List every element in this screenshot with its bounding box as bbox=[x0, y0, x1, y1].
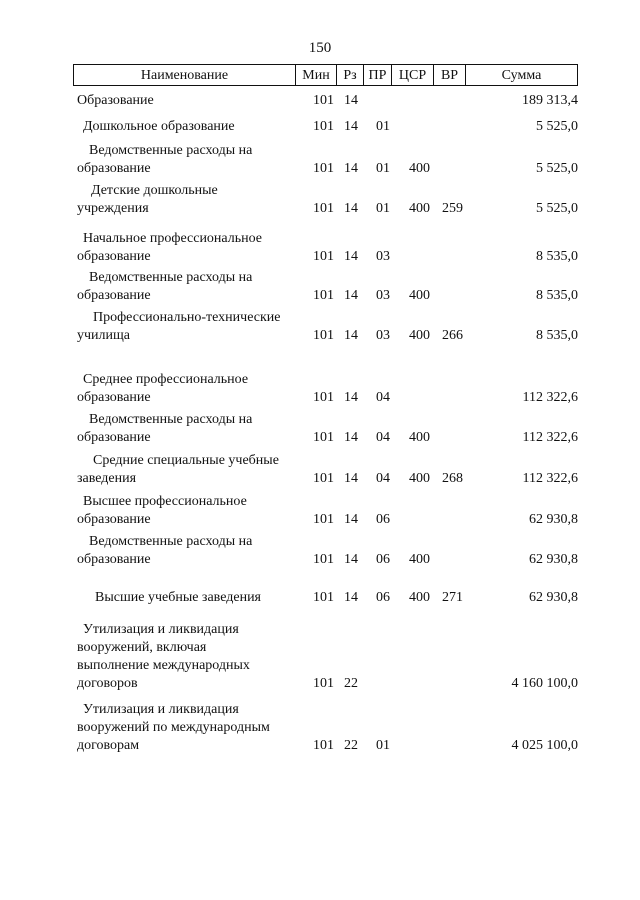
row-rz: 14 bbox=[344, 201, 358, 216]
row-vr: 259 bbox=[442, 201, 463, 216]
row-name-line: образование bbox=[77, 288, 151, 303]
row-sum: 5 525,0 bbox=[536, 161, 578, 176]
table-row bbox=[0, 118, 640, 136]
row-pr: 03 bbox=[376, 328, 390, 343]
row-csr: 400 bbox=[409, 288, 430, 303]
row-sum: 112 322,6 bbox=[522, 430, 578, 445]
table-row bbox=[0, 142, 640, 178]
table-row bbox=[0, 411, 640, 447]
row-csr: 400 bbox=[409, 201, 430, 216]
row-sum: 5 525,0 bbox=[536, 119, 578, 134]
row-rz: 14 bbox=[344, 93, 358, 108]
row-name-line: Детские дошкольные bbox=[91, 183, 218, 198]
row-name-line: Ведомственные расходы на bbox=[89, 143, 253, 158]
row-name bbox=[77, 621, 302, 693]
row-csr: 400 bbox=[409, 552, 430, 567]
column-header-sum: Сумма bbox=[465, 65, 577, 85]
row-vr: 268 bbox=[442, 471, 463, 486]
row-name-line: договоров bbox=[77, 676, 138, 691]
row-min: 101 bbox=[313, 590, 334, 605]
row-rz: 14 bbox=[344, 161, 358, 176]
row-pr: 01 bbox=[376, 119, 390, 134]
row-name bbox=[77, 533, 302, 569]
row-pr: 06 bbox=[376, 552, 390, 567]
row-name bbox=[77, 269, 302, 305]
row-sum: 189 313,4 bbox=[522, 93, 578, 108]
row-name bbox=[77, 142, 302, 178]
row-name-line: вооружений по международным bbox=[77, 720, 270, 735]
row-rz: 14 bbox=[344, 328, 358, 343]
row-name-line: Высшие учебные заведения bbox=[95, 590, 261, 605]
row-name-line: Средние специальные учебные bbox=[93, 453, 279, 468]
page-number: 150 bbox=[308, 40, 332, 56]
row-name bbox=[77, 371, 302, 407]
row-pr: 01 bbox=[376, 161, 390, 176]
row-rz: 14 bbox=[344, 590, 358, 605]
row-name-line: образование bbox=[77, 390, 151, 405]
row-rz: 14 bbox=[344, 471, 358, 486]
row-name-line: вооружений, включая bbox=[77, 640, 207, 655]
table-row bbox=[0, 701, 640, 755]
row-name-line: договорам bbox=[77, 738, 140, 753]
row-min: 101 bbox=[313, 552, 334, 567]
row-rz: 14 bbox=[344, 390, 358, 405]
row-min: 101 bbox=[313, 119, 334, 134]
row-sum: 62 930,8 bbox=[529, 552, 578, 567]
row-vr: 266 bbox=[442, 328, 463, 343]
row-pr: 01 bbox=[376, 738, 390, 753]
row-min: 101 bbox=[313, 328, 334, 343]
table-header bbox=[73, 64, 578, 86]
row-min: 101 bbox=[313, 471, 334, 486]
row-sum: 5 525,0 bbox=[536, 201, 578, 216]
table-row bbox=[0, 182, 640, 218]
row-rz: 14 bbox=[344, 512, 358, 527]
row-name bbox=[77, 701, 302, 755]
row-min: 101 bbox=[313, 390, 334, 405]
row-rz: 14 bbox=[344, 430, 358, 445]
row-name-line: Ведомственные расходы на bbox=[89, 412, 253, 427]
column-header-pr: ПР bbox=[363, 65, 391, 85]
row-rz: 14 bbox=[344, 552, 358, 567]
row-csr: 400 bbox=[409, 471, 430, 486]
row-rz: 14 bbox=[344, 119, 358, 134]
row-min: 101 bbox=[313, 93, 334, 108]
row-name-line: выполнение международных bbox=[77, 658, 250, 673]
row-rz: 14 bbox=[344, 249, 358, 264]
row-sum: 8 535,0 bbox=[536, 249, 578, 264]
row-min: 101 bbox=[313, 512, 334, 527]
row-pr: 03 bbox=[376, 249, 390, 264]
row-name-line: Высшее профессиональное bbox=[83, 494, 247, 509]
row-min: 101 bbox=[313, 738, 334, 753]
row-name-line: Среднее профессиональное bbox=[83, 372, 249, 387]
column-header-csr: ЦСР bbox=[391, 65, 433, 85]
row-name bbox=[77, 118, 302, 136]
row-name-line: образование bbox=[77, 249, 151, 264]
row-pr: 04 bbox=[376, 430, 390, 445]
row-min: 101 bbox=[313, 201, 334, 216]
table-row bbox=[0, 493, 640, 529]
row-name bbox=[77, 493, 302, 529]
row-name-line: Утилизация и ликвидация bbox=[83, 622, 239, 637]
row-pr: 03 bbox=[376, 288, 390, 303]
row-rz: 22 bbox=[344, 676, 358, 691]
table-row bbox=[0, 452, 640, 488]
row-name-line: Ведомственные расходы на bbox=[89, 534, 253, 549]
row-name bbox=[77, 230, 302, 266]
row-min: 101 bbox=[313, 288, 334, 303]
row-name-line: Ведомственные расходы на bbox=[89, 270, 253, 285]
row-csr: 400 bbox=[409, 161, 430, 176]
row-name bbox=[77, 309, 302, 345]
row-min: 101 bbox=[313, 249, 334, 264]
row-name-line: Начальное профессиональное bbox=[83, 231, 263, 246]
table-row bbox=[0, 371, 640, 407]
row-name-line: образование bbox=[77, 161, 151, 176]
row-sum: 112 322,6 bbox=[522, 390, 578, 405]
row-sum: 8 535,0 bbox=[536, 328, 578, 343]
row-name-line: Профессионально-технические bbox=[93, 310, 281, 325]
row-min: 101 bbox=[313, 161, 334, 176]
table-row bbox=[0, 269, 640, 305]
row-name-line: Дошкольное образование bbox=[83, 119, 235, 134]
table-row bbox=[0, 92, 640, 110]
row-sum: 4 160 100,0 bbox=[511, 676, 578, 691]
row-name bbox=[77, 92, 302, 110]
row-csr: 400 bbox=[409, 328, 430, 343]
column-header-min: Мин bbox=[295, 65, 336, 85]
row-sum: 62 930,8 bbox=[529, 590, 578, 605]
row-name bbox=[77, 452, 302, 488]
row-min: 101 bbox=[313, 676, 334, 691]
row-pr: 04 bbox=[376, 471, 390, 486]
row-name-line: заведения bbox=[77, 471, 137, 486]
table-row bbox=[0, 621, 640, 693]
row-sum: 62 930,8 bbox=[529, 512, 578, 527]
row-min: 101 bbox=[313, 430, 334, 445]
row-sum: 8 535,0 bbox=[536, 288, 578, 303]
row-name bbox=[77, 411, 302, 447]
row-pr: 06 bbox=[376, 590, 390, 605]
row-rz: 22 bbox=[344, 738, 358, 753]
table-row bbox=[0, 309, 640, 345]
column-header-rz: Рз bbox=[336, 65, 363, 85]
row-sum: 112 322,6 bbox=[522, 471, 578, 486]
row-pr: 04 bbox=[376, 390, 390, 405]
row-name bbox=[77, 182, 302, 218]
row-name-line: учреждения bbox=[77, 201, 149, 216]
row-rz: 14 bbox=[344, 288, 358, 303]
row-vr: 271 bbox=[442, 590, 463, 605]
row-name-line: Утилизация и ликвидация bbox=[83, 702, 239, 717]
row-csr: 400 bbox=[409, 430, 430, 445]
row-name-line: Образование bbox=[77, 93, 154, 108]
column-header-vr: ВР bbox=[433, 65, 465, 85]
row-csr: 400 bbox=[409, 590, 430, 605]
row-pr: 01 bbox=[376, 201, 390, 216]
row-sum: 4 025 100,0 bbox=[511, 738, 578, 753]
table-row bbox=[0, 589, 640, 607]
row-name-line: образование bbox=[77, 430, 151, 445]
row-name-line: училища bbox=[77, 328, 131, 343]
row-name bbox=[77, 589, 302, 607]
row-name-line: образование bbox=[77, 512, 151, 527]
row-name-line: образование bbox=[77, 552, 151, 567]
table-row bbox=[0, 230, 640, 266]
table-row bbox=[0, 533, 640, 569]
column-header-name: Наименование bbox=[140, 68, 229, 83]
row-pr: 06 bbox=[376, 512, 390, 527]
